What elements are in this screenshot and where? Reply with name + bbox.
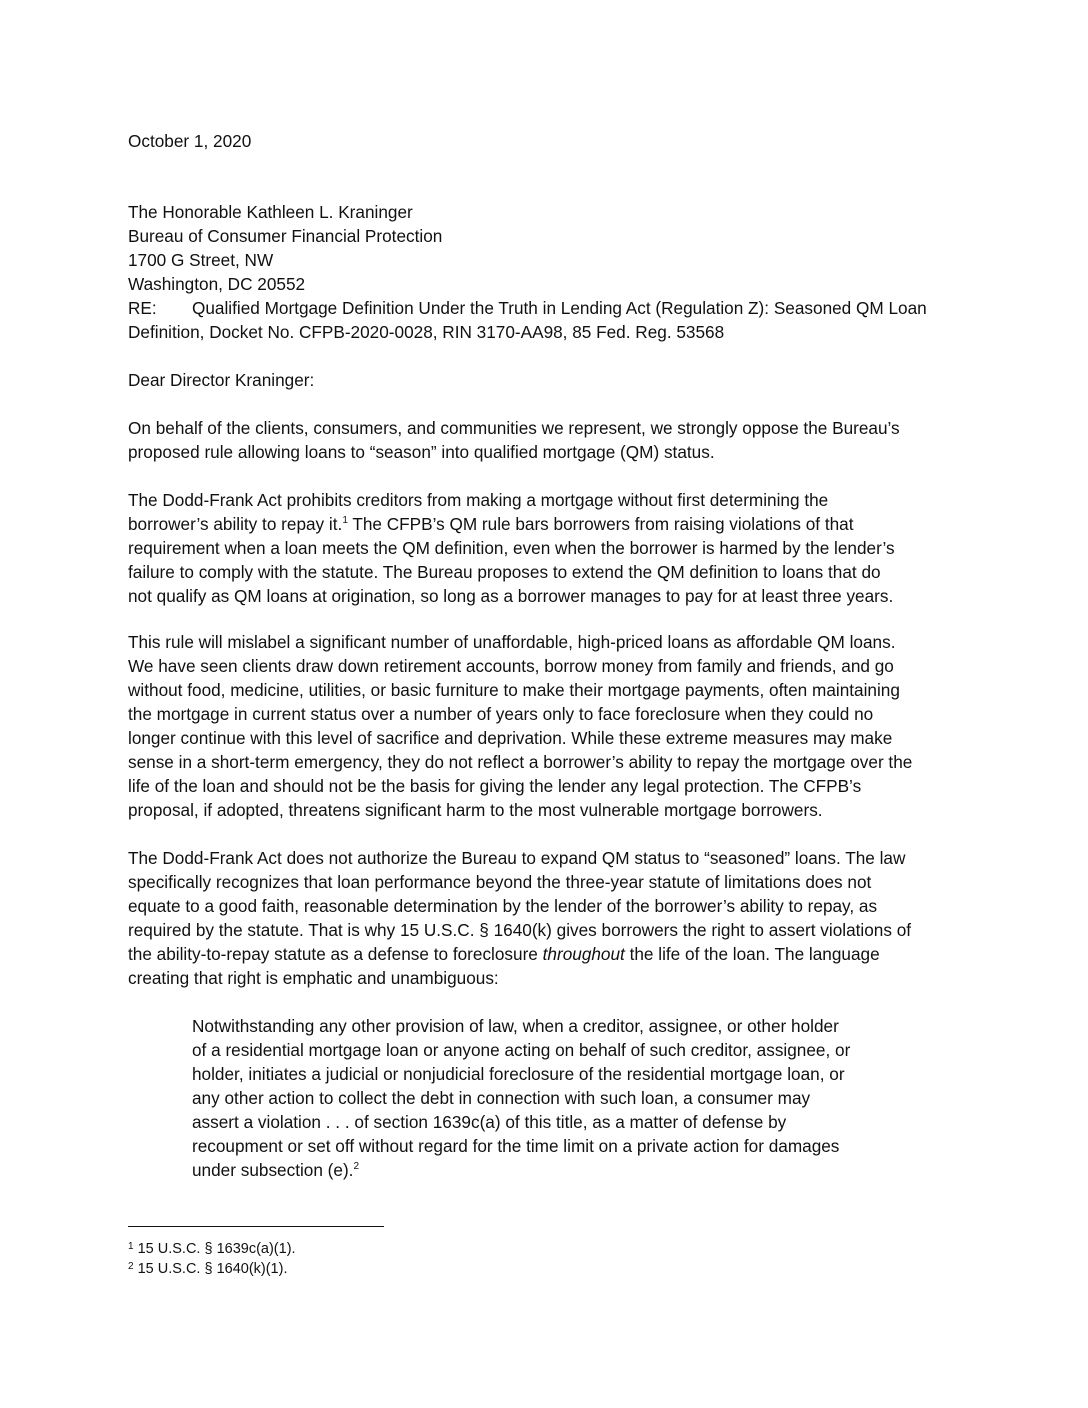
footnote-1 xyxy=(128,1239,296,1259)
emphasis-text: throughout xyxy=(542,944,625,964)
line-text: borrower’s ability to repay it. xyxy=(128,514,343,534)
footnote-text: 15 U.S.C. § 1639c(a)(1). xyxy=(133,1241,296,1257)
line-text: the life of the loan. The language xyxy=(624,944,880,964)
subject-label: RE: xyxy=(128,298,157,318)
paragraph-line: failure to comply with the statute. The Bureau proposes to extend the QM definition to loans that do xyxy=(128,562,881,582)
recipient-street: 1700 G Street, NW xyxy=(128,250,274,270)
paragraph-line: proposal, if adopted, threatens significant harm to the most vulnerable mortgage borrowers. xyxy=(128,800,823,820)
recipient-name: The Honorable Kathleen L. Kraninger xyxy=(128,202,413,222)
paragraph-2 xyxy=(128,488,968,608)
footnote-divider xyxy=(128,1226,384,1227)
paragraph-4 xyxy=(128,846,968,990)
paragraph-line: not qualify as QM loans at origination, so long as a borrower manages to pay for at least three years. xyxy=(128,586,894,606)
paragraph-line: creating that right is emphatic and unambiguous: xyxy=(128,968,499,988)
footnote-text: 15 U.S.C. § 1640(k)(1). xyxy=(133,1261,288,1277)
quote-line: assert a violation . . . of section 1639c(a) of this title, as a matter of defense by xyxy=(192,1112,787,1132)
paragraph-line: specifically recognizes that loan performance beyond the three-year statute of limitations does not xyxy=(128,872,872,892)
paragraph-line: the mortgage in current status over a number of years only to face foreclosure when they could no xyxy=(128,704,874,724)
subject-text-line-1: Qualified Mortgage Definition Under the Truth in Lending Act (Regulation Z): Seasoned QM Loan xyxy=(192,298,927,318)
paragraph-line xyxy=(128,942,968,966)
footnote-ref-1[interactable]: 1 xyxy=(342,515,348,526)
recipient-org: Bureau of Consumer Financial Protection xyxy=(128,226,443,246)
quote-line: recoupment or set off without regard for the time limit on a private action for damages xyxy=(192,1136,840,1156)
paragraph-line: proposed rule allowing loans to “season” into qualified mortgage (QM) status. xyxy=(128,442,715,462)
block-quote xyxy=(192,1014,912,1182)
paragraph-line: The Dodd-Frank Act prohibits creditors from making a mortgage without first determining the xyxy=(128,490,829,510)
letter-date: October 1, 2020 xyxy=(128,131,252,151)
paragraph-line: We have seen clients draw down retirement accounts, borrow money from family and friends, and go xyxy=(128,656,894,676)
subject-text-line-2: Definition, Docket No. CFPB-2020-0028, RIN 3170-AA98, 85 Fed. Reg. 53568 xyxy=(128,322,725,342)
line-text: The CFPB’s QM rule bars borrowers from raising violations of that xyxy=(347,514,854,534)
paragraph-line xyxy=(128,512,968,536)
footnote-ref-2[interactable]: 2 xyxy=(353,1161,360,1172)
paragraph-line: The Dodd-Frank Act does not authorize the Bureau to expand QM status to “seasoned” loans. The law xyxy=(128,848,906,868)
quote-line: Notwithstanding any other provision of law, when a creditor, assignee, or other holder xyxy=(192,1016,839,1036)
quote-line xyxy=(192,1158,912,1182)
quote-line: any other action to collect the debt in connection with such loan, a consumer may xyxy=(192,1088,811,1108)
paragraph-line: sense in a short-term emergency, they do not reflect a borrower’s ability to repay the mortgage over the xyxy=(128,752,913,772)
recipient-city: Washington, DC 20552 xyxy=(128,274,306,294)
paragraph-line: This rule will mislabel a significant number of unaffordable, high-priced loans as affordable QM loans. xyxy=(128,632,896,652)
paragraph-3 xyxy=(128,630,968,822)
salutation: Dear Director Kraninger: xyxy=(128,370,315,390)
footnote-number: 2 xyxy=(128,1261,134,1272)
line-text: the ability-to-repay statute as a defense to foreclosure xyxy=(128,944,543,964)
footnote-number: 1 xyxy=(128,1241,134,1252)
recipient-address xyxy=(128,200,442,296)
paragraph-line: equate to a good faith, reasonable determination by the lender of the borrower’s ability to repay, as xyxy=(128,896,878,916)
paragraph-line: requirement when a loan meets the QM definition, even when the borrower is harmed by the lender’s xyxy=(128,538,895,558)
line-text: under subsection (e). xyxy=(192,1160,354,1180)
paragraph-line: longer continue with this level of sacrifice and deprivation. While these extreme measures may make xyxy=(128,728,893,748)
paragraph-1 xyxy=(128,416,968,464)
footnote-2 xyxy=(128,1259,287,1279)
paragraph-line: life of the loan and should not be the basis for giving the lender any legal protection. The CFPB’s xyxy=(128,776,862,796)
quote-line: of a residential mortgage loan or anyone acting on behalf of such creditor, assignee, or xyxy=(192,1040,851,1060)
paragraph-line: required by the statute. That is why 15 U.S.C. § 1640(k) gives borrowers the right to assert violations of xyxy=(128,920,912,940)
paragraph-line: without food, medicine, utilities, or basic furniture to make their mortgage payments, often maintaining xyxy=(128,680,900,700)
paragraph-line: On behalf of the clients, consumers, and communities we represent, we strongly oppose the Bureau’s xyxy=(128,418,900,438)
quote-line: holder, initiates a judicial or nonjudicial foreclosure of the residential mortgage loan, or xyxy=(192,1064,845,1084)
